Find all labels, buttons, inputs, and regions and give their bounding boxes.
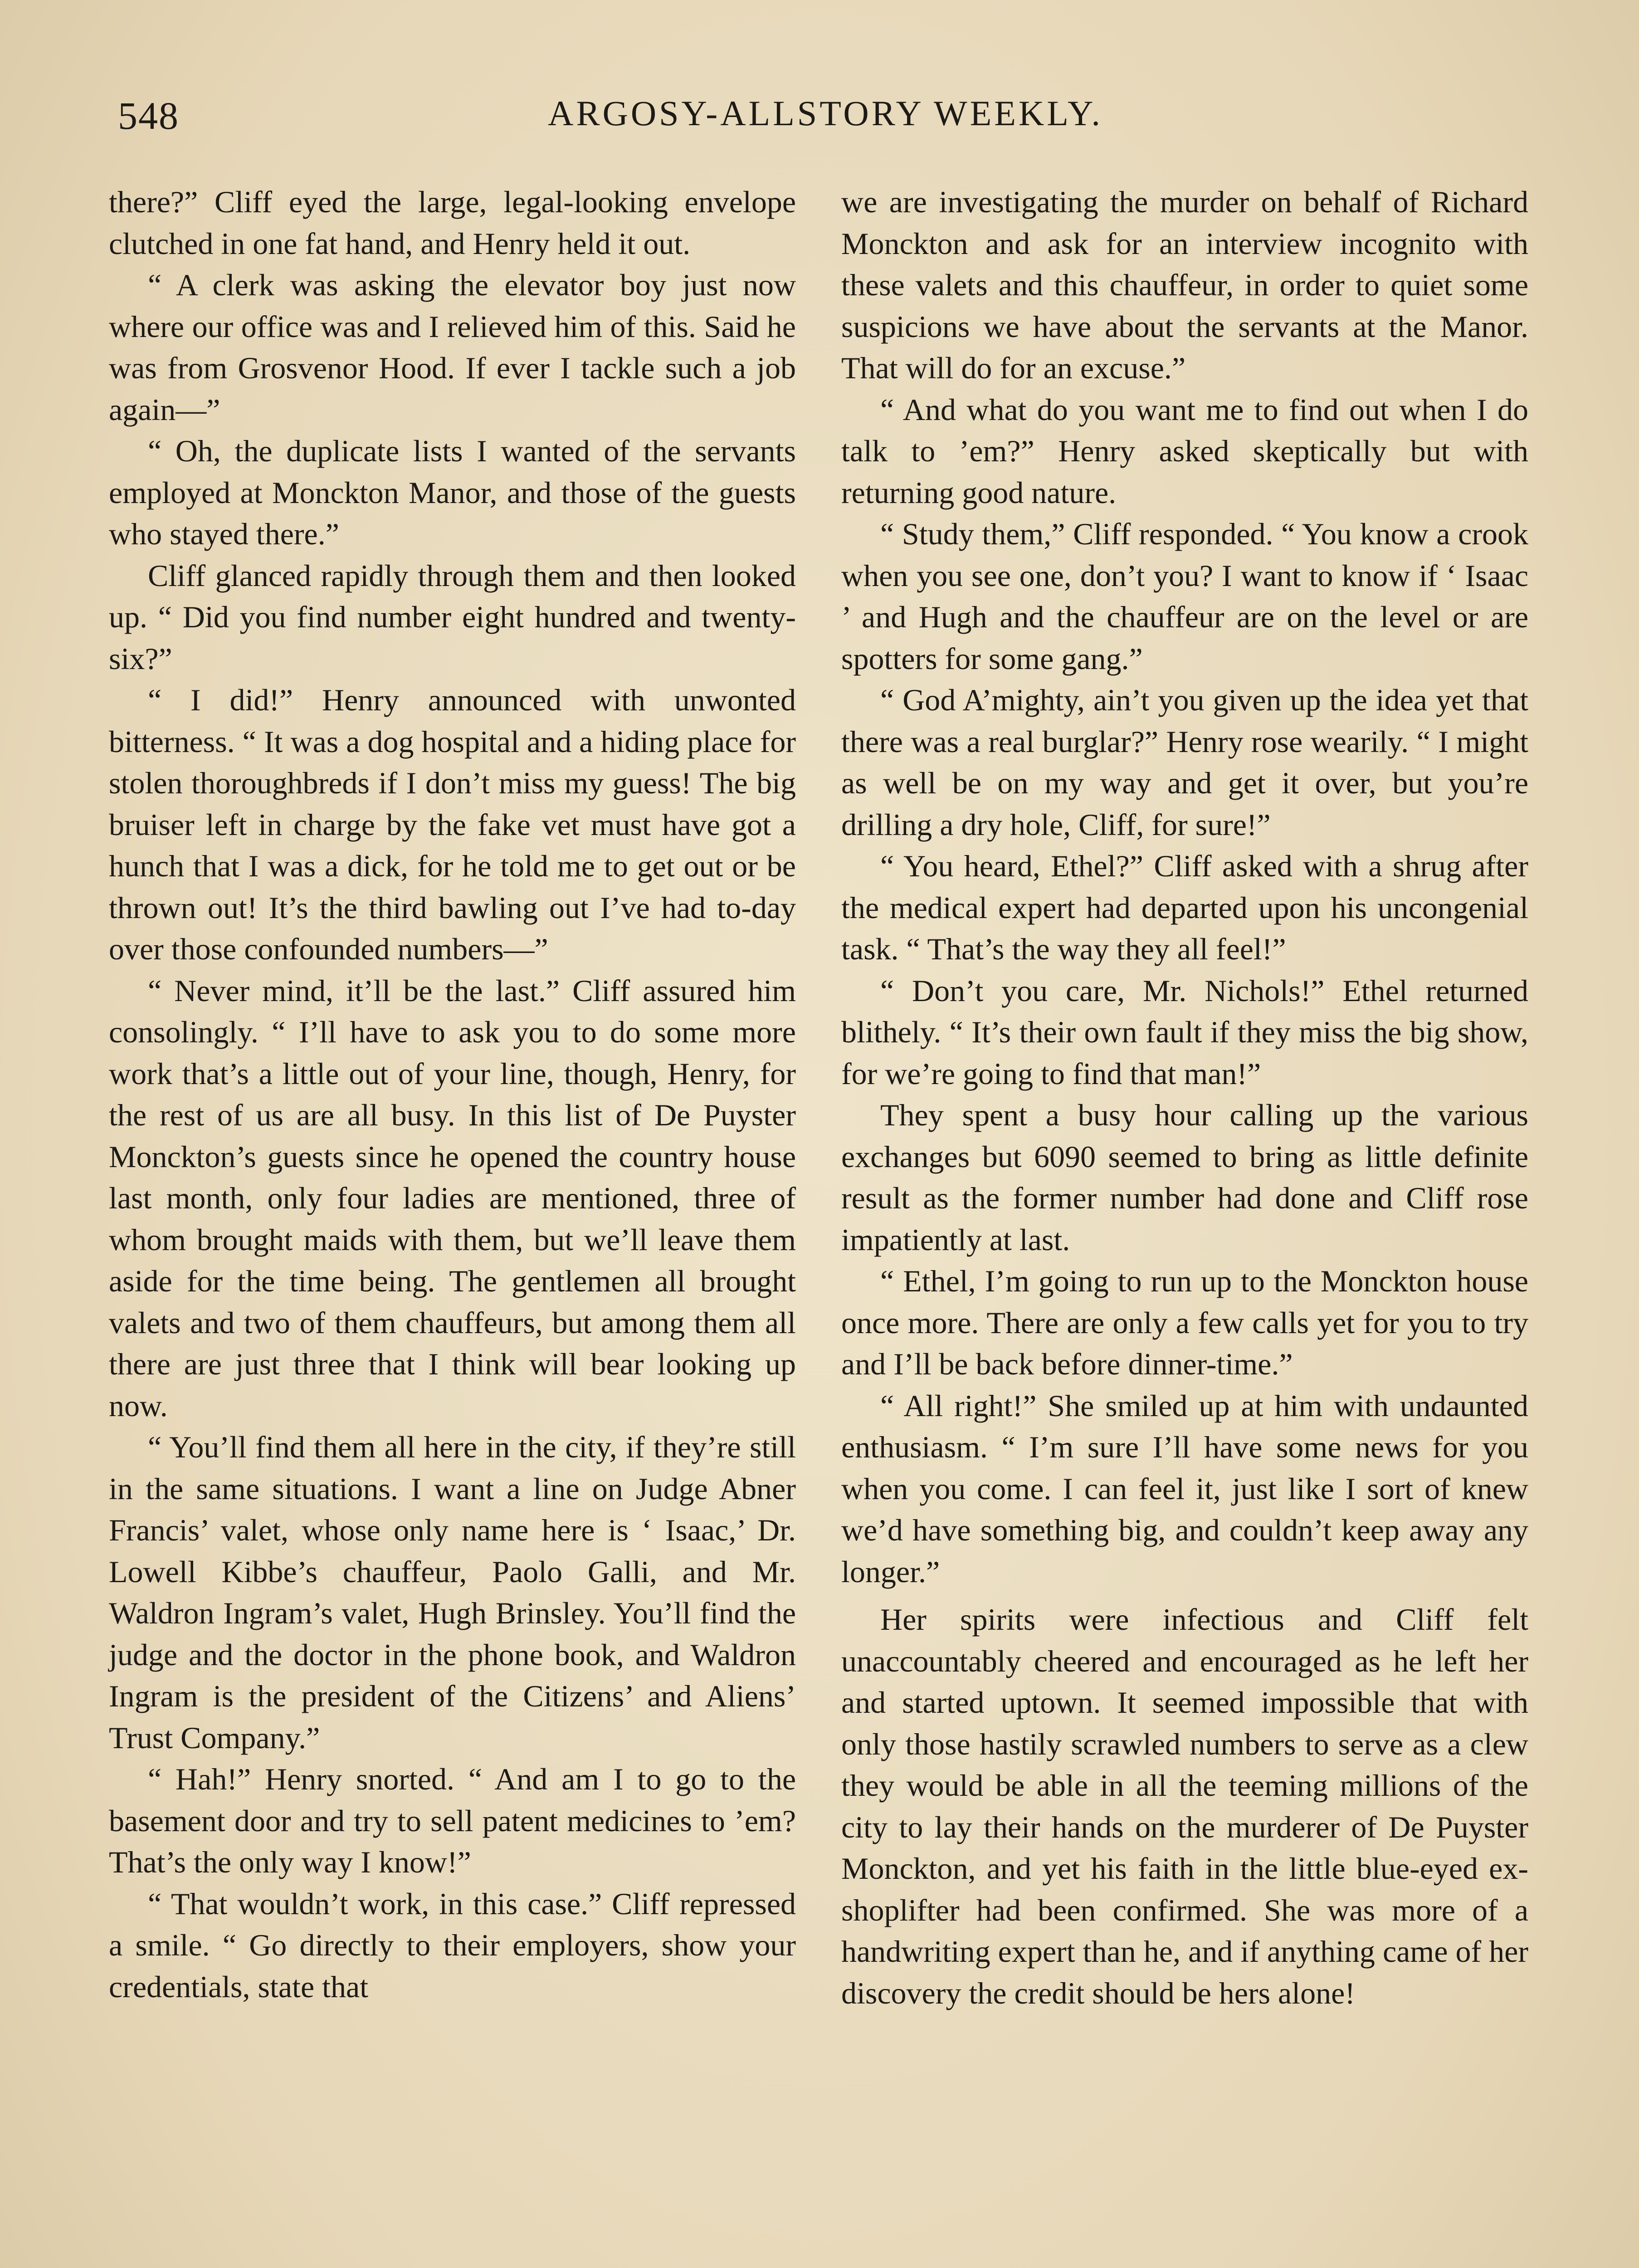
paragraph: “ That wouldn’t work, in this case.” Cliff repressed a smile. “ Go directly to their employers, show your credentials, state that — [109, 1886, 796, 2004]
paragraph: “ You heard, Ethel?” Cliff asked with a shrug after the medical expert had departed upon his uncongenial task. “ That’s the way they all feel!” — [841, 849, 1528, 966]
paragraph: “ You’ll find them all here in the city, if they’re still in the same situations. I want a line on Judge Abner Francis’ valet, whose only name here is ‘ Isaac,’ Dr. Lowell Kibbe’s chauffeur, Paolo Galli, and Mr. Waldron Ingram’s valet, Hugh Brinsley. You’ll find the judge and the doctor in the phone book, and Waldron Ingram is the president of the Citizens’ and Aliens’ Trust Company.” — [109, 1430, 796, 1755]
paragraph: Her spirits were infectious and Cliff felt unaccountably cheered and encouraged as he left her and started uptown. It seemed impossible that with only those hastily scrawled numbers to serve as a clew they would be able in all the teeming millions of the city to lay their hands on the murderer of De Puyster Monckton, and yet his faith in the little blue-eyed ex-shoplifter had been confirmed. She was more of a handwriting expert than he, and if anything came of her discovery the credit should be hers alone! — [841, 1602, 1528, 2010]
paragraph: we are investigating the murder on behalf of Richard Monckton and ask for an interview incognito with these valets and this chauffeur, in order to quiet some suspicions we have about the servants at the Manor. That will do for an excuse.” — [841, 185, 1528, 385]
paragraph: “ A clerk was asking the elevator boy just now where our office was and I relieved him of this. Said he was from Grosvenor Hood. If ever I tackle such a job again—” — [109, 268, 796, 427]
paragraph: “ I did!” Henry announced with unwonted bitterness. “ It was a dog hospital and a hiding place for stolen thoroughbreds if I don’t miss my guess! The big bruiser left in charge by the fake vet must have got a hunch that I was a dick, for he told me to get out or be thrown out! It’s the third bawling out I’ve had to-day over those confounded numbers—” — [109, 683, 796, 966]
page-header — [118, 93, 1533, 147]
paragraph: there?” Cliff eyed the large, legal-looking envelope clutched in one fat hand, and Henry held it out. — [109, 185, 796, 261]
paragraph: “ Study them,” Cliff responded. “ You know a crook when you see one, don’t you? I want to know if ‘ Isaac ’ and Hugh and the chauffeur are on the level or are spotters for some gang.” — [841, 517, 1528, 676]
paragraph: Cliff glanced rapidly through them and then looked up. “ Did you find number eight hundred and twenty-six?” — [109, 558, 796, 676]
paragraph: “ And what do you want me to find out when I do talk to ’em?” Henry asked skeptically but with returning good nature. — [841, 392, 1528, 510]
paragraph: “ Hah!” Henry snorted. “ And am I to go to the basement door and try to sell patent medicines to ’em? That’s the only way I know!” — [109, 1762, 796, 1879]
paragraph: “ Ethel, I’m going to run up to the Monckton house once more. There are only a few calls yet for you to try and I’ll be back before dinner-time.” — [841, 1264, 1528, 1381]
paragraph: “ Oh, the duplicate lists I wanted of the servants employed at Monckton Manor, and those of the guests who stayed there.” — [109, 434, 796, 551]
paragraph: “ Don’t you care, Mr. Nichols!” Ethel returned blithely. “ It’s their own fault if they miss the big show, for we’re going to find that man!” — [841, 973, 1528, 1091]
paragraph: They spent a busy hour calling up the various exchanges but 6090 seemed to bring as little definite result as the former number had done and Cliff rose impatiently at last. — [841, 1098, 1528, 1257]
right-column — [841, 181, 1528, 2014]
page-number: 548 — [118, 94, 179, 137]
paragraph: “ God A’mighty, ain’t you given up the idea yet that there was a real burglar?” Henry rose wearily. “ I might as well be on my way and get it over, but you’re drilling a dry hole, Cliff, for sure!” — [841, 683, 1528, 842]
left-column — [109, 181, 796, 2008]
running-head: ARGOSY-ALLSTORY WEEKLY. — [548, 93, 1103, 133]
paragraph: “ All right!” She smiled up at him with undaunted enthusiasm. “ I’m sure I’ll have some news for you when you come. I can feel it, just like I sort of knew we’d have something big, and couldn’t keep away any longer.” — [841, 1388, 1528, 1589]
paragraph: “ Never mind, it’ll be the last.” Cliff assured him consolingly. “ I’ll have to ask you to do some more work that’s a little out of your line, though, Henry, for the rest of us are all busy. In this list of De Puyster Monckton’s guests since he opened the country house last month, only four ladies are mentioned, three of whom brought maids with them, but we’ll leave them aside for the time being. The gentlemen all brought valets and two of them chauffeurs, but among them all there are just three that I think will bear looking up now. — [109, 973, 796, 1423]
